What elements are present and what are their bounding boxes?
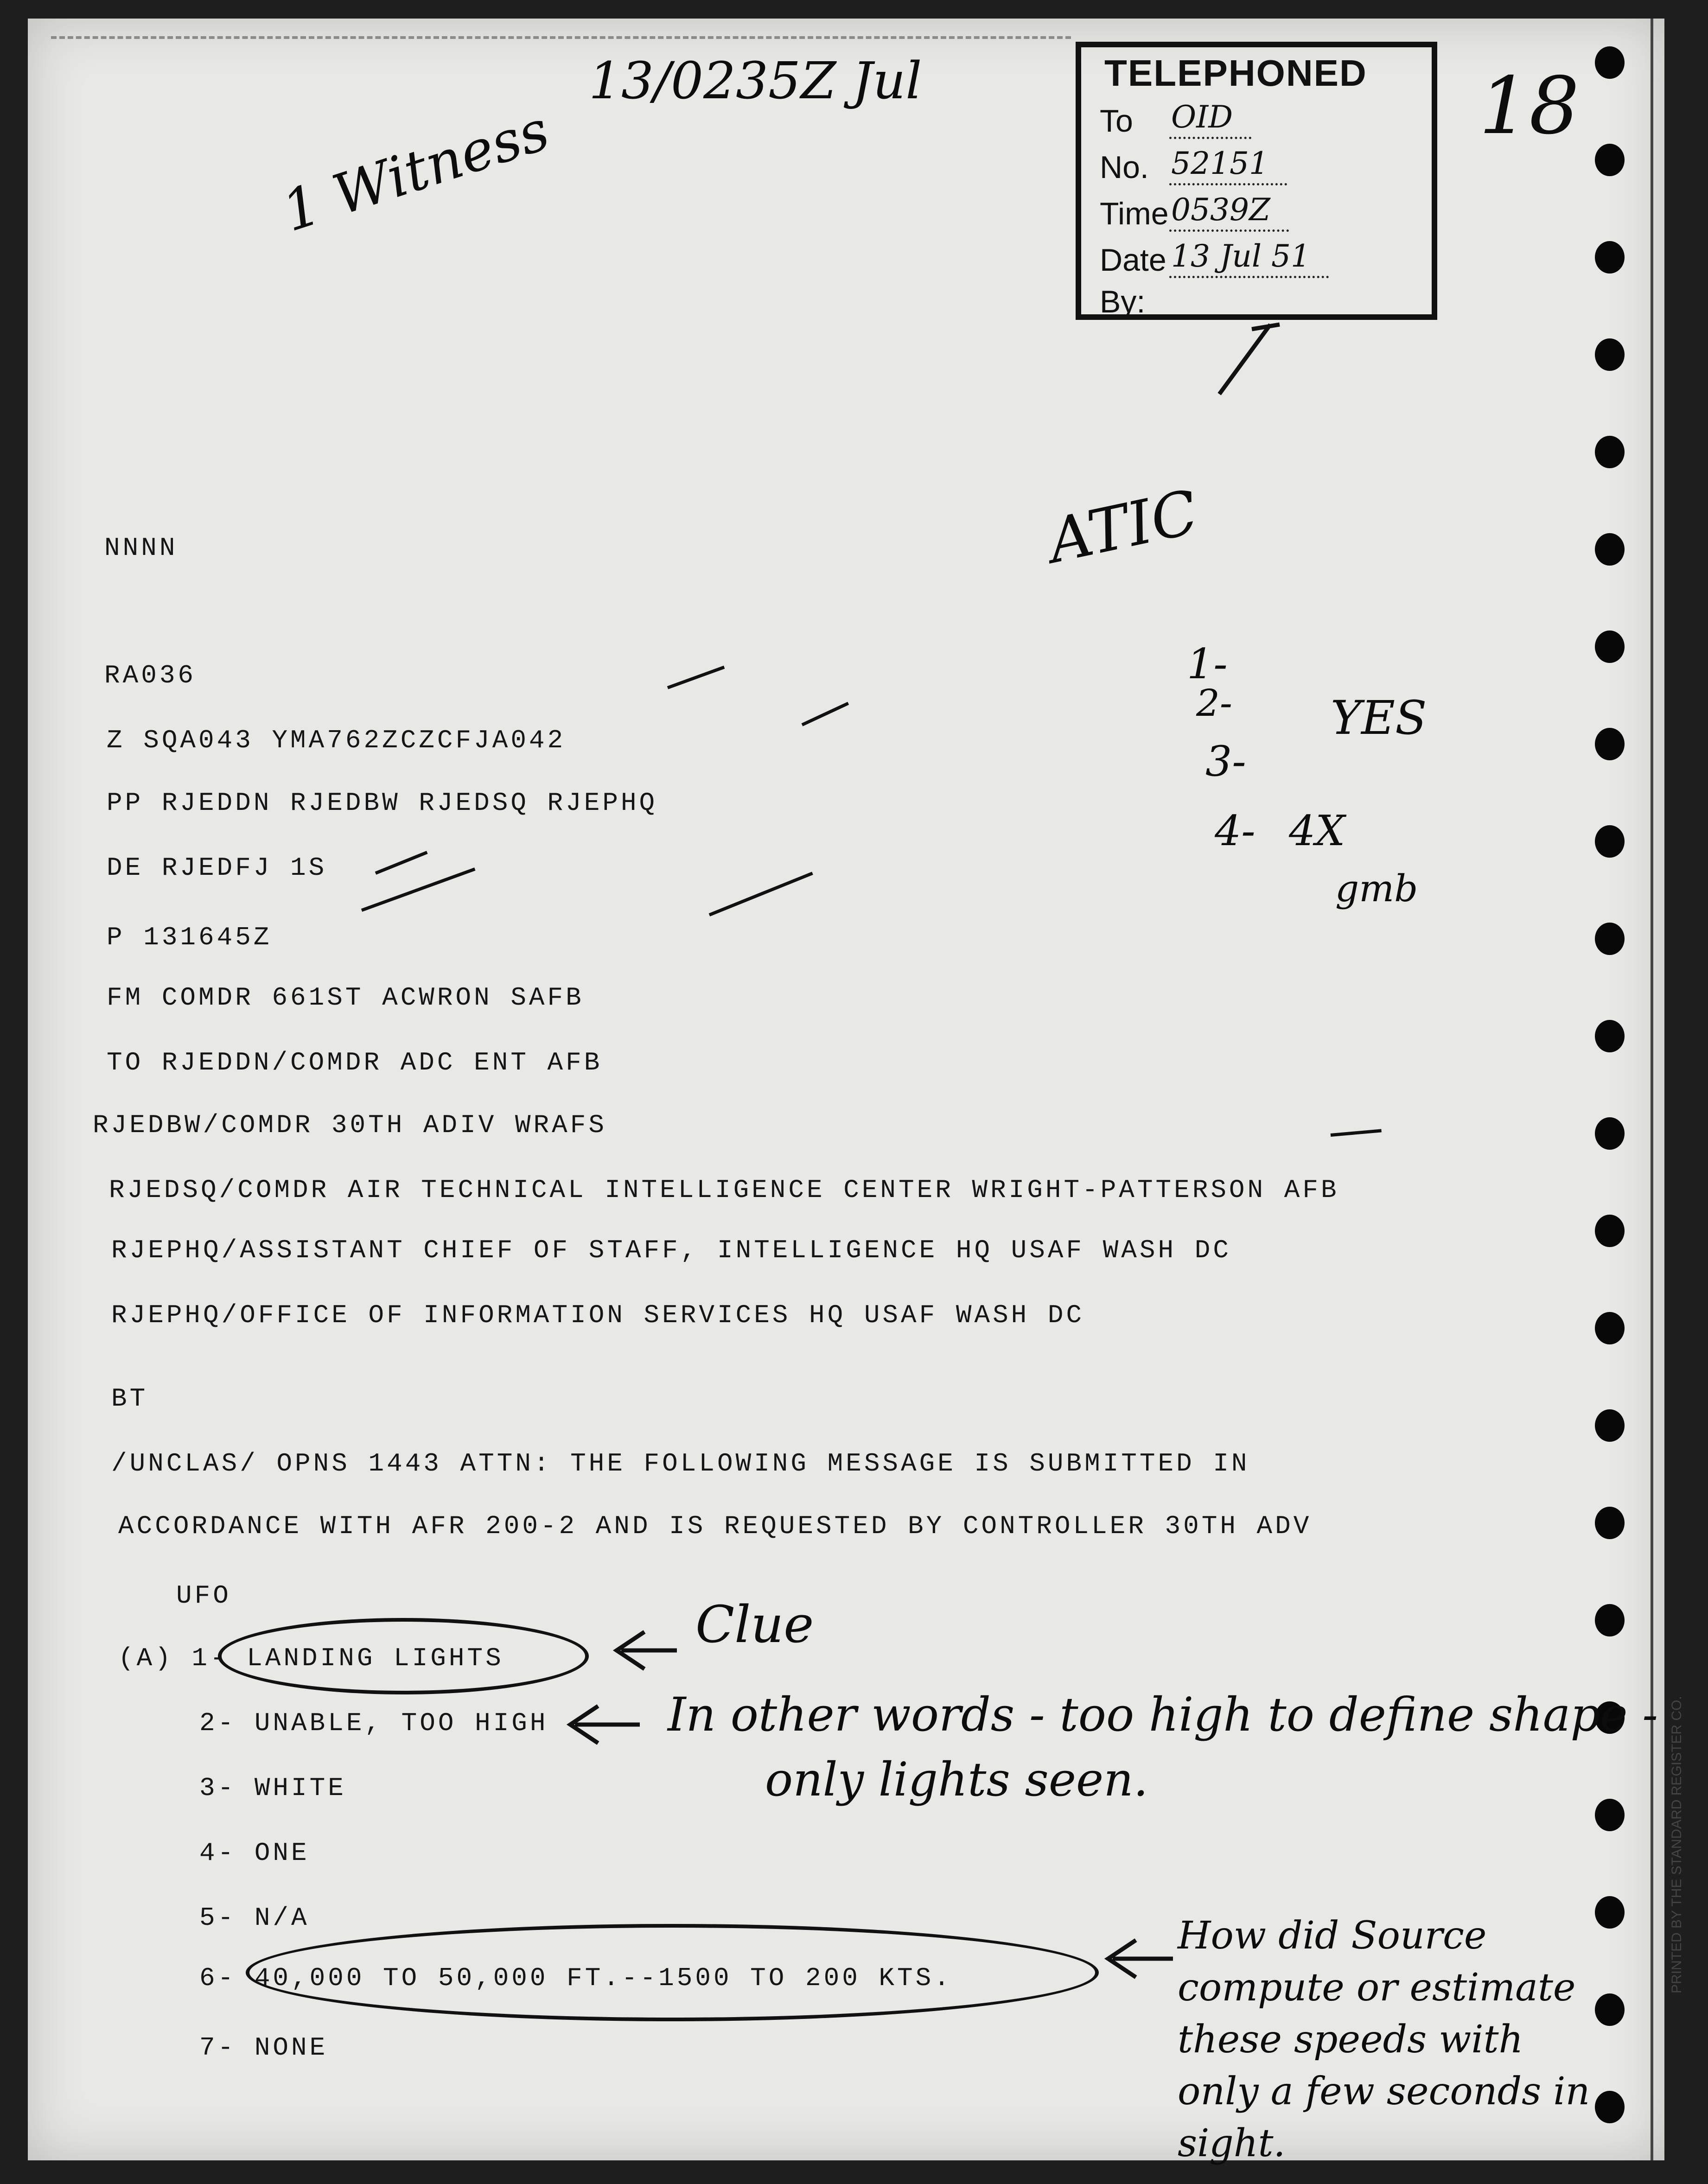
stamp-date-value: 13 Jul 51 (1169, 238, 1329, 278)
message-line: /UNCLAS/ OPNS 1443 ATTN: THE FOLLOWING MESSAGE IS SUBMITTED IN (111, 1449, 1250, 1478)
stamp-no-label: No. (1100, 150, 1149, 185)
message-item: 4- ONE (199, 1838, 310, 1868)
stamp-date-label: Date (1100, 242, 1166, 278)
message-line: TO RJEDDN/COMDR ADC ENT AFB (107, 1048, 603, 1077)
message-item: 5- N/A (199, 1903, 310, 1933)
tally-1: 1- (1187, 640, 1228, 688)
message-line: RJEPHQ/ASSISTANT CHIEF OF STAFF, INTELLIGENCE HQ USAF WASH DC (111, 1235, 1231, 1265)
tally-2: 2- (1196, 681, 1232, 725)
four-x-note: 4X (1289, 807, 1345, 855)
message-line: RJEPHQ/OFFICE OF INFORMATION SERVICES HQ USAF WASH DC (111, 1300, 1085, 1330)
message-line: RJEDBW/COMDR 30TH ADIV WRAFS (93, 1110, 607, 1140)
message-item: 6- 40,000 TO 50,000 FT.--1500 TO 200 KTS. (199, 1963, 952, 1993)
message-line: RJEDSQ/COMDR AIR TECHNICAL INTELLIGENCE CENTER WRIGHT-PATTERSON AFB (109, 1175, 1339, 1205)
message-item: 7- NONE (199, 2033, 328, 2063)
message-line: P 131645Z (107, 923, 272, 952)
stamp-time-value: 0539Z (1169, 192, 1289, 232)
yes-note: YES (1331, 691, 1427, 745)
message-line: PP RJEDDN RJEDBW RJEDSQ RJEPHQ (107, 788, 658, 818)
initials-note: gmb (1335, 867, 1418, 910)
stamp-tick-icon (1219, 325, 1280, 394)
message-line: BT (111, 1384, 148, 1414)
message-line: FM COMDR 661ST ACWRON SAFB (107, 983, 584, 1012)
message-line: Z SQA043 YMA762ZCZCFJA042 (107, 726, 566, 755)
stamp-no-value: 52151 (1169, 146, 1287, 185)
page-number: 18 (1479, 60, 1580, 152)
tally-4: 4- (1215, 807, 1256, 855)
clue-arrow-icon (617, 1632, 677, 1669)
stamp-time-label: Time (1100, 196, 1169, 231)
shape-note: In other words - too high to define shape - (668, 1687, 1658, 1742)
clue-note: Clue (695, 1595, 814, 1654)
message-header: NNNN (104, 533, 178, 563)
stamp-to-label: To (1100, 103, 1133, 139)
witness-note: 1 Witness (275, 98, 557, 245)
dtg-handwritten: 13/0235Z Jul (589, 51, 922, 110)
speed-note: How did Source compute or estimate these speeds with only a few seconds in sight. (1178, 1914, 1590, 2165)
margin-print: PRINTED BY THE STANDARD REGISTER CO. (1669, 1696, 1684, 1993)
message-line: DE RJEDFJ 1S (107, 853, 327, 883)
circle-landing-lights (218, 1618, 589, 1694)
message-item: (A) 1- LANDING LIGHTS (118, 1643, 504, 1673)
stamp-title: TELEPHONED (1104, 52, 1367, 94)
shape-arrow-icon (570, 1706, 640, 1743)
stamp-by-label: By: (1100, 284, 1146, 319)
message-item: 2- UNABLE, TOO HIGH (199, 1708, 548, 1738)
atic-note: ATIC (1042, 476, 1204, 577)
tally-3: 3- (1205, 737, 1246, 786)
telephoned-stamp (1076, 42, 1437, 320)
message-line: ACCORDANCE WITH AFR 200-2 AND IS REQUESTED BY CONTROLLER 30TH ADV (118, 1511, 1312, 1541)
message-line: RA036 (104, 661, 197, 690)
circle-altitude-speed (246, 1924, 1099, 2021)
speed-arrow-icon (1108, 1940, 1173, 1977)
stamp-to-value: OID (1169, 99, 1251, 139)
lights-note: only lights seen. (765, 1752, 1148, 1807)
message-item: 3- WHITE (199, 1773, 346, 1803)
message-line: UFO (176, 1581, 231, 1611)
